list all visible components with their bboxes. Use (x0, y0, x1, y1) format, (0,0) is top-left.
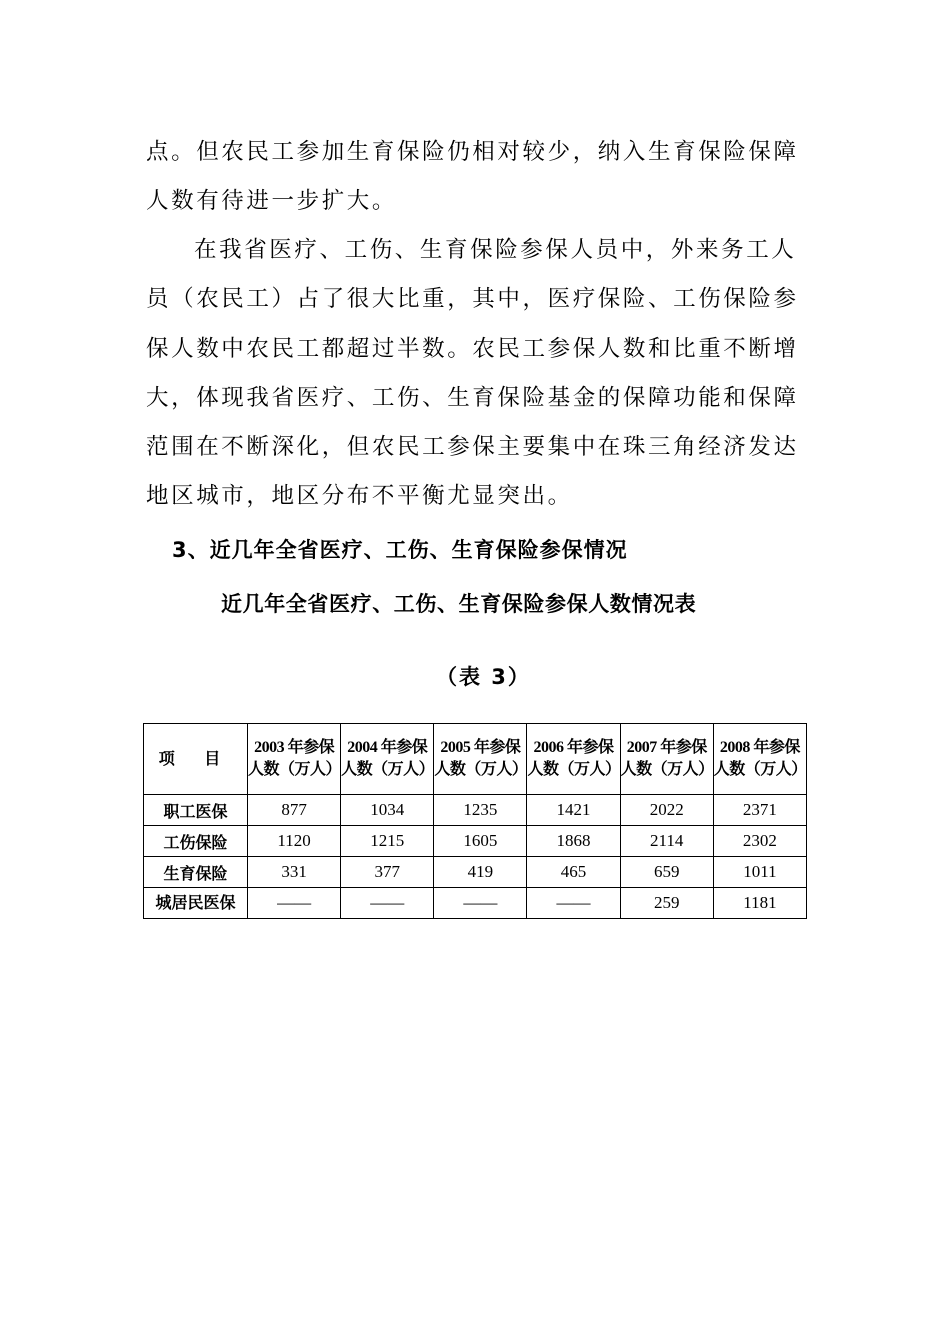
header-item: 项 目 (144, 724, 248, 795)
table-cell: 465 (527, 857, 620, 888)
table-cell: 259 (620, 888, 713, 919)
row-label-cell (144, 888, 248, 919)
table-cell: 2302 (713, 826, 806, 857)
table-cell: 419 (434, 857, 527, 888)
row-label: 工伤保险 (144, 826, 248, 857)
table-row (144, 888, 807, 919)
table-title: 近几年全省医疗、工伤、生育保险参保人数情况表 (221, 592, 697, 616)
table-cell: 1421 (527, 795, 620, 826)
table-number: （表 3） (436, 665, 531, 689)
header-2007: 2007 年参保人数（万人） (620, 724, 713, 795)
table-cell: 2022 (620, 795, 713, 826)
table-cell: 1181 (713, 888, 806, 919)
row-label: 生育保险 (144, 857, 248, 888)
insurance-enrollment-table (143, 723, 807, 919)
table-cell: 1011 (713, 857, 806, 888)
header-2003: 2003 年参保人数（万人） (248, 724, 341, 795)
header-2006: 2006 年参保人数（万人） (527, 724, 620, 795)
table-cell: —— (434, 888, 527, 919)
table-cell: 2371 (713, 795, 806, 826)
paragraph-1: 点。但农民工参加生育保险仍相对较少，纳入生育保险保障人数有待进一步扩大。 (146, 139, 799, 215)
table-cell: 877 (248, 795, 341, 826)
table-cell: —— (248, 888, 341, 919)
header-2008: 2008 年参保人数（万人） (713, 724, 806, 795)
row-label: 城居民医保 (155, 893, 236, 912)
table-cell: 1868 (527, 826, 620, 857)
table-cell: —— (527, 888, 620, 919)
table-cell: 377 (341, 857, 434, 888)
header-2004: 2004 年参保人数（万人） (341, 724, 434, 795)
table-cell: 1605 (434, 826, 527, 857)
table-header-row (144, 724, 807, 795)
row-label: 职工医保 (144, 795, 248, 826)
table-row (144, 857, 807, 888)
table-cell: 331 (248, 857, 341, 888)
table-cell: 1235 (434, 795, 527, 826)
table-cell: —— (341, 888, 434, 919)
table-cell: 2114 (620, 826, 713, 857)
table-cell: 659 (620, 857, 713, 888)
header-2005: 2005 年参保人数（万人） (434, 724, 527, 795)
section-heading: 3、近几年全省医疗、工伤、生育保险参保情况 (172, 538, 628, 562)
table-row (144, 826, 807, 857)
table-cell: 1034 (341, 795, 434, 826)
table-row (144, 795, 807, 826)
table-cell: 1120 (248, 826, 341, 857)
paragraph-2: 在我省医疗、工伤、生育保险参保人员中，外来务工人员（农民工）占了很大比重，其中，医疗保险、工伤保险参保人数中农民工都超过半数。农民工参保人数和比重不断增大，体现我省医疗、工伤、生育保险基金的保障功能和保障范围在不断深化，但农民工参保主要集中在珠三角经济发达地区城市，地区分布不平衡尤显突出。 (146, 237, 799, 510)
table-cell: 1215 (341, 826, 434, 857)
